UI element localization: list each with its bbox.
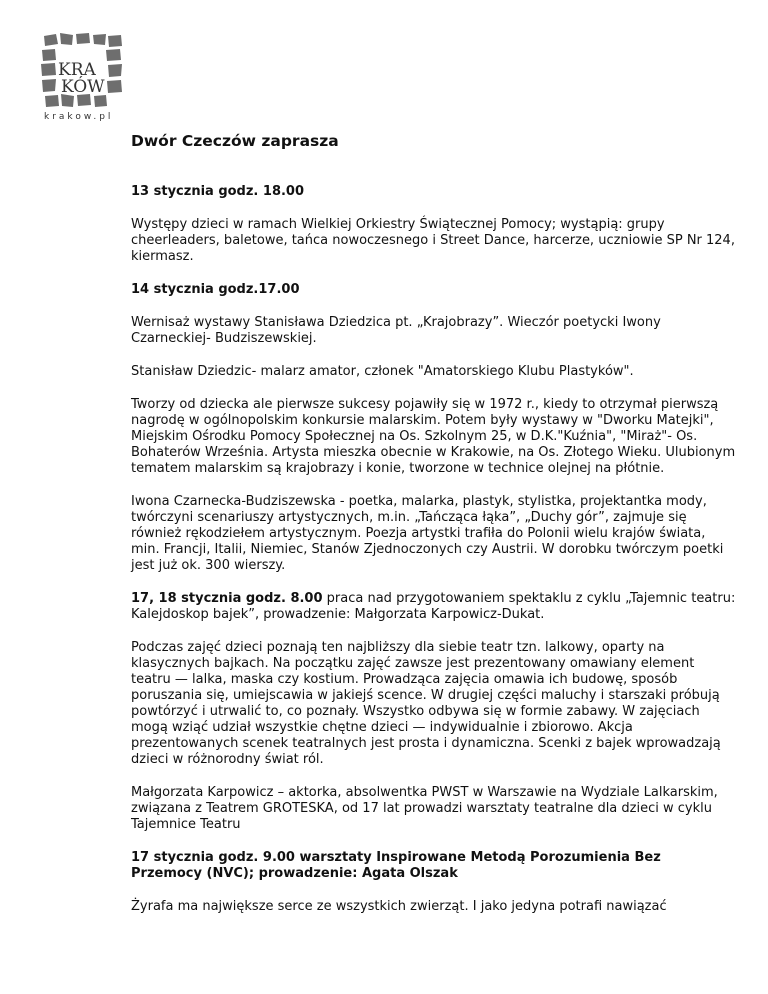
paragraph-event-1: Występy dzieci w ramach Wielkiej Orkiestry Świątecznej Pomocy; wystąpią: grupy cheerleaders, baletowe, tańca nowoczesnego i Street Dance, harcerze, uczniowie SP Nr 124, kiermasz. bbox=[131, 217, 735, 264]
logo-url: krakow.pl bbox=[44, 112, 114, 122]
paragraph-workshop-description: Podczas zajęć dzieci poznają ten najbliższy dla siebie teatr tzn. lalkowy, oparty na klasycznych bajkach. Na początku zajęć zawsze jest prezentowany omawiany element teatru — lalka, maska czy kostium. Prowadząca zajęcia omawia ich budowę, sposób poruszania się, umiejscawia w jakiejś scence. W drugiej części maluchy i starszaki próbują powtórzyć i utrwalić to, co poznały. Wszystko odbywa się w formie zabawy. W zajęciach mogą wziąć udział wszystkie chętne dzieci — indywidualnie i zbiorowo. Akcja prezentowanych scenek teatralnych jest prosta i dynamiczna. Scenki z bajek wprowadzają dzieci w różnorodny świat ról. bbox=[131, 640, 721, 767]
krakow-logo-mark bbox=[36, 30, 128, 122]
document-body bbox=[131, 130, 736, 932]
event-heading-1: 13 stycznia godz. 18.00 bbox=[131, 184, 305, 199]
paragraph-artist-intro: Stanisław Dziedzic- malarz amator, członek "Amatorskiego Klubu Plastyków". bbox=[131, 364, 634, 379]
paragraph-artist-bio: Tworzy od dziecka ale pierwsze sukcesy pojawiły się w 1972 r., kiedy to otrzymał pierwszą nagrodę w ogólnopolskim konkursie malarskim. Potem były wystawy w "Dworku Matejki", Miejskim Ośrodku Pomocy Społecznej na Os. Szkolnym 25, w D.K."Kuźnia", "Miraż"- Os. Bohaterów Września. Artysta mieszka obecnie w Krakowie, na Os. Złotego Wieku. Ulubionym tematem malarskim są krajobrazy i konie, tworzone w technice olejnej na płótnie. bbox=[131, 397, 736, 476]
event-heading-4: 17 stycznia godz. 9.00 warsztaty Inspirowane Metodą Porozumienia Bez Przemocy (NVC); prowadzenie: Agata Olszak bbox=[131, 850, 661, 881]
paragraph-event-2: Wernisaż wystawy Stanisława Dziedzica pt. „Krajobrazy”. Wieczór poetycki Iwony Czarneckiej- Budziszewskiej. bbox=[131, 315, 661, 346]
paragraph-instructor-bio: Małgorzata Karpowicz – aktorka, absolwentka PWST w Warszawie na Wydziale Lalkarskim, związana z Teatrem GROTESKA, od 17 lat prowadzi warsztaty teatralne dla dzieci w cyklu Tajemnice Teatru bbox=[131, 785, 718, 832]
event-3-text: praca nad przygotowaniem spektaklu z cyklu „Tajemnic teatru: Kalejdoskop bajek”, prowadzenie: Małgorzata Karpowicz-Dukat. bbox=[131, 591, 736, 622]
event-heading-2: 14 stycznia godz.17.00 bbox=[131, 282, 300, 297]
krakow-logo bbox=[36, 30, 128, 122]
logo-line-1: KRA bbox=[58, 60, 96, 80]
logo-line-2: KÓW bbox=[61, 77, 105, 97]
paragraph-event-3 bbox=[131, 591, 736, 623]
paragraph-poet-bio: Iwona Czarnecka-Budziszewska - poetka, malarka, plastyk, stylistka, projektantka mody, twórczyni scenariuszy artystycznych, m.in. „Tańcząca łąka”, „Duchy gór”, zajmuje się również rękodziełem artystycznym. Poezja artystki trafiła do Polonii wielu krajów świata, min. Francji, Italii, Niemiec, Stanów Zjednoczonych czy Austrii. W dorobku twórczym poetki jest już ok. 300 wierszy. bbox=[131, 494, 724, 573]
document-title: Dwór Czeczów zaprasza bbox=[131, 132, 339, 150]
paragraph-nvc-intro: Żyrafa ma największe serce ze wszystkich zwierząt. I jako jedyna potrafi nawiązać bbox=[131, 899, 667, 914]
event-heading-3: 17, 18 stycznia godz. 8.00 bbox=[131, 591, 323, 606]
